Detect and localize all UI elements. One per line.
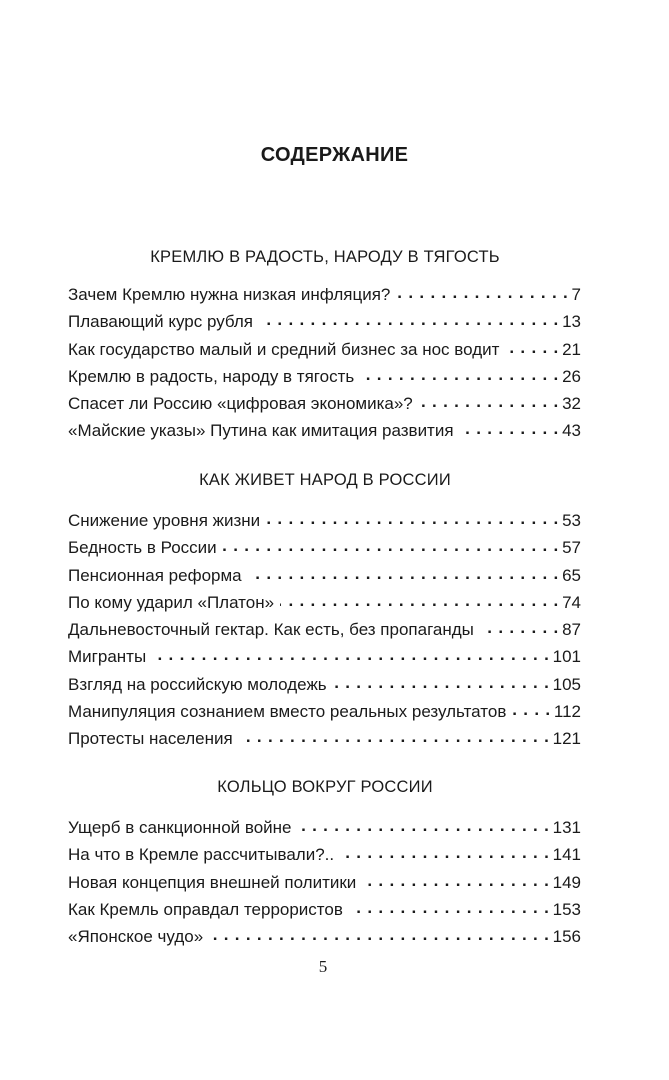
toc-entry-page: 121 bbox=[552, 729, 581, 749]
dot-leader bbox=[419, 392, 559, 409]
toc-entry-page: 149 bbox=[552, 872, 581, 892]
toc-entry bbox=[68, 673, 581, 700]
page-title: СОДЕРЖАНИЕ bbox=[260, 144, 409, 166]
toc-entry-title: По кому ударил «Платон» bbox=[68, 592, 275, 612]
toc-entry-page: 153 bbox=[552, 899, 581, 919]
dot-leader bbox=[349, 898, 550, 915]
toc-entry bbox=[68, 338, 581, 365]
toc-entry bbox=[68, 392, 581, 419]
toc-section-list bbox=[68, 283, 581, 447]
toc-section-list bbox=[68, 816, 581, 952]
toc-entry-title: Зачем Кремлю нужна низкая инфляция? bbox=[68, 285, 391, 304]
dot-leader bbox=[396, 283, 568, 300]
dot-leader bbox=[340, 843, 550, 860]
toc-entry-title: Как Кремль оправдал террористов bbox=[68, 899, 343, 919]
toc-entry-page: 112 bbox=[553, 702, 581, 722]
toc-entry-page: 21 bbox=[562, 339, 581, 359]
toc-entry-title: Дальневосточный гектар. Как есть, без пропаганды bbox=[68, 620, 474, 640]
dot-leader bbox=[460, 419, 560, 436]
toc-entry bbox=[68, 925, 581, 952]
toc-entry-page: 131 bbox=[552, 818, 581, 837]
toc-entry-title: Взгляд на российскую молодежь bbox=[68, 674, 327, 694]
section-heading: КАК ЖИВЕТ НАРОД В РОССИИ bbox=[199, 471, 451, 489]
dot-leader bbox=[512, 700, 551, 717]
toc-entry-title: Протесты населения bbox=[68, 729, 233, 749]
toc-entry bbox=[68, 536, 581, 563]
dot-leader bbox=[280, 591, 559, 608]
toc-entry-page: 57 bbox=[562, 538, 581, 558]
toc-entry-title: Кремлю в радость, народу в тягость bbox=[68, 366, 355, 386]
dot-leader bbox=[480, 618, 559, 635]
dot-leader bbox=[505, 338, 559, 355]
toc-entry-page: 74 bbox=[562, 592, 581, 612]
toc-entry bbox=[68, 871, 581, 898]
toc-entry-page: 101 bbox=[552, 647, 581, 667]
toc-entry-title: На что в Кремле рассчитывали?.. bbox=[68, 845, 335, 865]
dot-leader bbox=[209, 925, 549, 942]
toc-entry-page: 32 bbox=[562, 394, 581, 414]
section-heading: КОЛЬЦО ВОКРУГ РОССИИ bbox=[217, 778, 433, 796]
dot-leader bbox=[360, 365, 559, 382]
dot-leader bbox=[266, 509, 559, 526]
dot-leader bbox=[333, 673, 550, 690]
toc-section-list bbox=[68, 509, 581, 755]
section-heading: КРЕМЛЮ В РАДОСТЬ, НАРОДУ В ТЯГОСТЬ bbox=[150, 248, 500, 266]
toc-entry-page: 87 bbox=[562, 620, 581, 640]
toc-entry bbox=[68, 591, 581, 618]
toc-entry-title: Мигранты bbox=[68, 647, 147, 667]
toc-entry-title: «Японское чудо» bbox=[68, 927, 204, 947]
toc-entry bbox=[68, 843, 581, 870]
toc-entry bbox=[68, 564, 581, 591]
toc-entry bbox=[68, 816, 581, 843]
toc-entry-title: Бедность в России bbox=[68, 538, 217, 558]
toc-entry bbox=[68, 283, 581, 310]
dot-leader bbox=[259, 310, 559, 327]
toc-entry bbox=[68, 310, 581, 337]
toc-entry-title: Манипуляция сознанием вместо реальных результатов bbox=[68, 702, 507, 722]
toc-entry-title: Как государство малый и средний бизнес за нос водит bbox=[68, 339, 500, 359]
toc-entry bbox=[68, 727, 581, 754]
toc-entry-title: Новая концепция внешней политики bbox=[68, 872, 357, 892]
toc-entry-page: 65 bbox=[562, 565, 581, 585]
dot-leader bbox=[223, 536, 559, 553]
toc-entry-title: Пенсионная реформа bbox=[68, 565, 242, 585]
toc-entry bbox=[68, 509, 581, 536]
page-number: 5 bbox=[318, 957, 328, 976]
toc-entry bbox=[68, 645, 581, 672]
toc-entry-page: 156 bbox=[552, 927, 581, 947]
toc-entry-title: Ущерб в санкционной войне bbox=[68, 818, 292, 837]
toc-entry-page: 7 bbox=[571, 285, 581, 304]
toc-entry-page: 43 bbox=[562, 421, 581, 441]
toc-entry-page: 13 bbox=[562, 312, 581, 332]
dot-leader bbox=[152, 645, 549, 662]
dot-leader bbox=[239, 727, 550, 744]
dot-leader bbox=[362, 871, 549, 888]
toc-entry bbox=[68, 700, 581, 727]
toc-entry-title: Спасет ли Россию «цифровая экономика»? bbox=[68, 394, 413, 414]
dot-leader bbox=[248, 564, 559, 581]
toc-entry-page: 26 bbox=[562, 366, 581, 386]
toc-entry-page: 53 bbox=[562, 511, 581, 530]
toc-entry-page: 105 bbox=[552, 674, 581, 694]
toc-entry bbox=[68, 898, 581, 925]
toc-entry bbox=[68, 618, 581, 645]
toc-entry bbox=[68, 419, 581, 446]
toc-entry-title: Плавающий курс рубля bbox=[68, 312, 254, 332]
toc-entry-title: «Майские указы» Путина как имитация развития bbox=[68, 421, 454, 441]
toc-entry-page: 141 bbox=[552, 845, 581, 865]
toc-entry bbox=[68, 365, 581, 392]
dot-leader bbox=[298, 816, 550, 833]
toc-entry-title: Снижение уровня жизни bbox=[68, 511, 261, 530]
